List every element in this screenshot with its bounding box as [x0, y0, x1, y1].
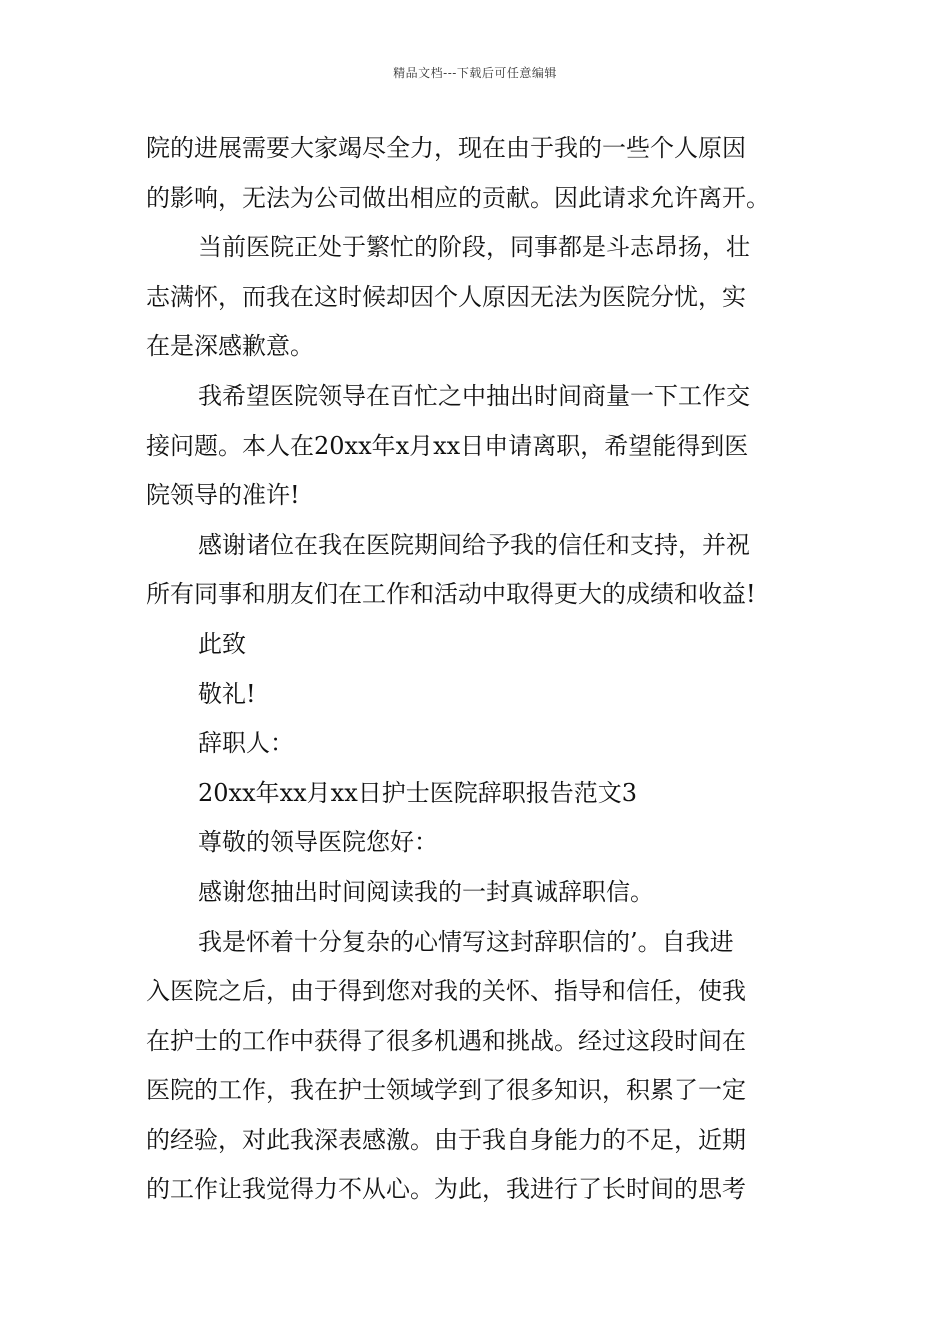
text-line: 在是深感歉意。 [146, 332, 314, 361]
text-line: 20xx年xx月xx日护士医院辞职报告范文3 [198, 778, 638, 807]
document-body [146, 124, 810, 1215]
text-line: 当前医院正处于繁忙的阶段，同事都是斗志昂扬，壮 [198, 233, 750, 262]
text-line: 的工作让我觉得力不从心。为此，我进行了长时间的思考 [146, 1175, 746, 1204]
text-line: 医院的工作，我在护士领域学到了很多知识，积累了一定 [146, 1076, 746, 1105]
text-line: 所有同事和朋友们在工作和活动中取得更大的成绩和收益! [146, 580, 756, 609]
text-line: 志满怀，而我在这时候却因个人原因无法为医院分忧，实 [146, 282, 746, 311]
text-line: 在护士的工作中获得了很多机遇和挑战。经过这段时间在 [146, 1026, 746, 1055]
text-line: 院领导的准许! [146, 481, 300, 510]
text-line: 入医院之后，由于得到您对我的关怀、指导和信任，使我 [146, 977, 746, 1006]
text-line: 此致 [198, 629, 246, 658]
text-line: 敬礼! [198, 679, 256, 708]
text-line: 接问题。本人在20xx年x月xx日申请离职，希望能得到医 [146, 431, 749, 460]
text-line: 感谢诸位在我在医院期间给予我的信任和支持，并祝 [198, 530, 750, 559]
text-line: 我是怀着十分复杂的心情写这封辞职信的’。自我进 [198, 927, 734, 956]
text-line: 的影响，无法为公司做出相应的贡献。因此请求允许离开。 [146, 183, 770, 212]
text-line: 辞职人： [198, 729, 294, 758]
text-line: 我希望医院领导在百忙之中抽出时间商量一下工作交 [198, 381, 750, 410]
text-line: 感谢您抽出时间阅读我的一封真诚辞职信。 [198, 877, 654, 906]
text-line: 的经验，对此我深表感激。由于我自身能力的不足，近期 [146, 1125, 746, 1154]
text-line: 院的进展需要大家竭尽全力，现在由于我的一些个人原因 [146, 134, 746, 162]
text-line: 尊敬的领导医院您好： [198, 828, 438, 857]
page-header: 精品文档---下载后可任意编辑 [393, 66, 557, 80]
